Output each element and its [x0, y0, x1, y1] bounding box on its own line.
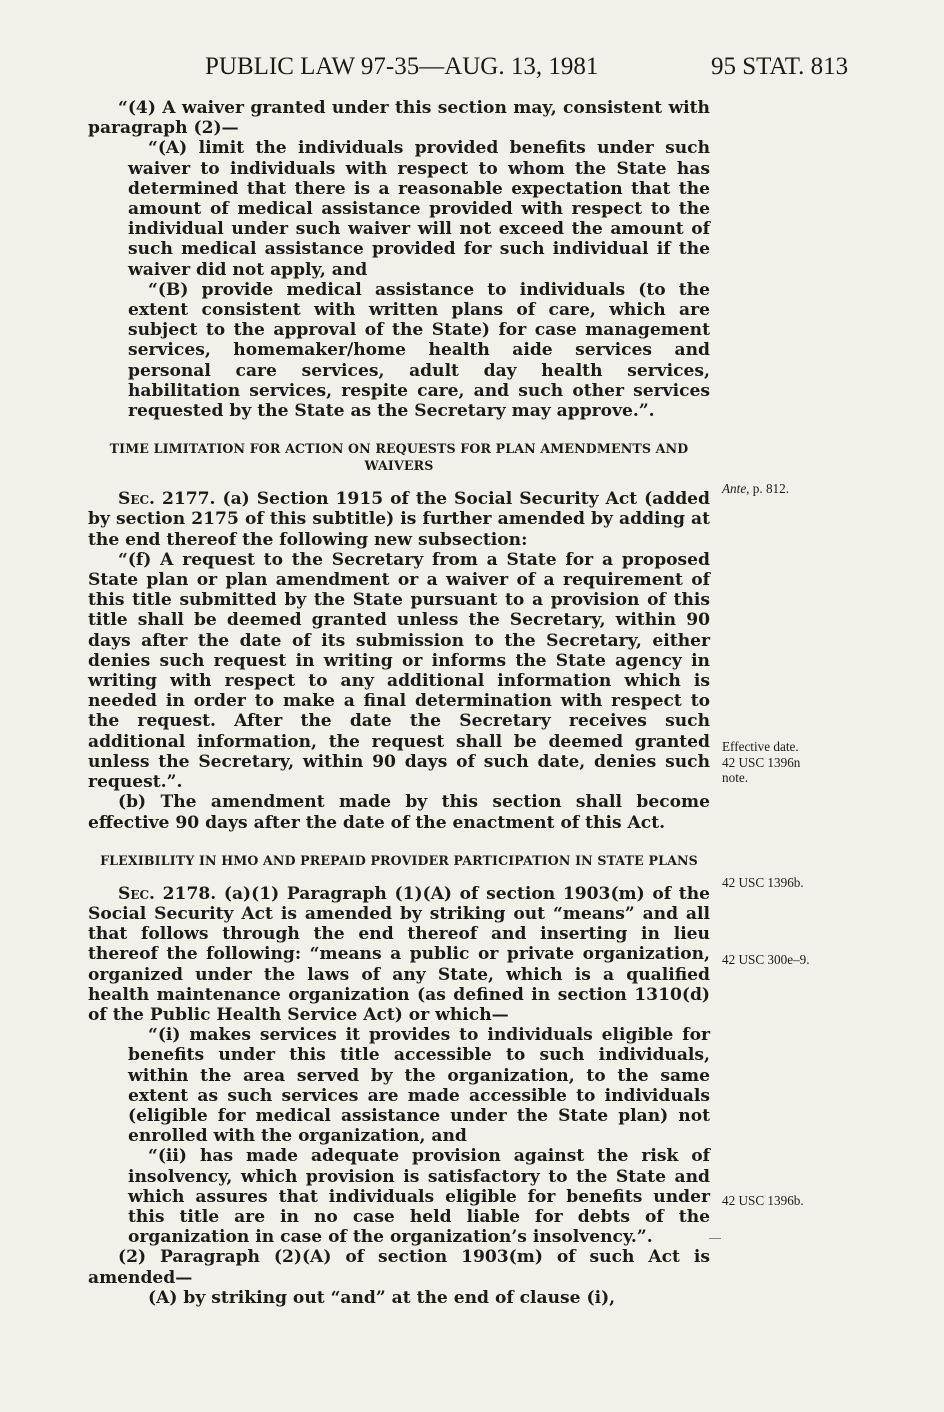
- section-2178-text: 2178. (a)(1) Paragraph (1)(A) of section 1903(m) of the Social Security Act is amended by striking out “means” and all that follows through the end thereof and inserting in lieu thereof the following: “means a public or private organization, organized under the laws of any State, which is a qualified health maintenance organization (as defined in section 1310(d) of the Public Health Service Act) or which—: [88, 883, 710, 1025]
- margin-note-usc-300e: 42 USC 300e–9.: [722, 952, 810, 967]
- subparagraph-b: “(B) provide medical assistance to individuals (to the extent consistent with written plans of care, which are subject to the approval of the State) for case management services, homemaker/home health aide services and personal care services, adult day health services, habilitation services, respite care, and such other services requested by the State as the Secretary may approve.”.: [128, 279, 710, 422]
- effective-date-label: Effective date.: [722, 739, 799, 754]
- ante-italic: Ante,: [722, 481, 750, 496]
- subparagraph-a-strike: (A) by striking out “and” at the end of clause (i),: [148, 1287, 616, 1308]
- subparagraph-a: “(A) limit the individuals provided benefits under such waiver to individuals with respect to whom the State has determined that there is a reasonable expectation that the amount of medical assistance provided with respect to the individual under such waiver will not exceed the amount of such medical assistance provided for such individual if the waiver did not apply, and: [128, 138, 710, 280]
- paragraph-4: “(4) A waiver granted under this section may, consistent with paragraph (2)—: [88, 98, 710, 139]
- section-2178: [88, 884, 710, 1025]
- ante-page: p. 812.: [749, 481, 790, 496]
- margin-note-effective-date: [722, 739, 922, 786]
- public-law-title: PUBLIC LAW 97-35—AUG. 13, 1981: [205, 53, 599, 80]
- effective-date-usc: 42 USC 1396n: [722, 754, 801, 770]
- sec-label: Sec.: [118, 883, 155, 904]
- statute-page-number: 95 STAT. 813: [711, 53, 849, 80]
- section-2177-text: 2177. (a) Section 1915 of the Social Security Act (added by section 2175 of this subtitle) is further amended by adding at the end thereof the following new subsection:: [88, 489, 710, 550]
- subsection-b: (b) The amendment made by this section shall become effective 90 days after the date of the enactment of this Act.: [88, 792, 710, 833]
- statute-body: [88, 98, 710, 1308]
- subsection-f: “(f) A request to the Secretary from a State for a proposed State plan or plan amendment or a waiver of a requirement of this title submitted by the State pursuant to a provision of this title shall be deemed granted unless the Secretary, within 90 days after the date of its submission to the Secretary, either denies such request in writing or informs the State agency in writing with respect to any additional information which is needed in order to make a final determination with respect to the request. After the date the Secretary receives such additional information, the request shall be deemed granted unless the Secretary, within 90 days of such date, denies such request.”.: [88, 549, 710, 793]
- margin-note-ante: [722, 481, 922, 497]
- clause-i: “(i) makes services it provides to individuals eligible for benefits under this title accessible to such individuals, within the area served by the organization, to the same extent as such services are made accessible to individuals (eligible for medical assistance under the State plan) not enrolled with the organization, and: [128, 1025, 710, 1147]
- paragraph-2: (2) Paragraph (2)(A) of section 1903(m) of such Act is amended—: [88, 1247, 710, 1288]
- page-header: [0, 53, 944, 87]
- effective-date-note: note.: [722, 770, 749, 785]
- section-heading-time-limitation: TIME LIMITATION FOR ACTION ON REQUESTS FOR PLAN AMENDMENTS AND WAIVERS: [109, 441, 689, 474]
- margin-note-usc-1396b-a: 42 USC 1396b.: [722, 875, 804, 890]
- section-heading-flexibility: FLEXIBILITY IN HMO AND PREPAID PROVIDER PARTICIPATION IN STATE PLANS: [100, 852, 698, 868]
- sec-label: Sec.: [118, 489, 155, 510]
- margin-note-usc-1396b-b: 42 USC 1396b.: [722, 1193, 804, 1208]
- clause-ii: “(ii) has made adequate provision against the risk of insolvency, which provision is satisfactory to the State and which assures that individuals eligible for benefits under this title are in no case held liable for debts of the organization in case of the organization’s insolvency.”.: [128, 1146, 710, 1248]
- bottom-dash: [709, 1238, 721, 1239]
- section-2177: [88, 489, 710, 550]
